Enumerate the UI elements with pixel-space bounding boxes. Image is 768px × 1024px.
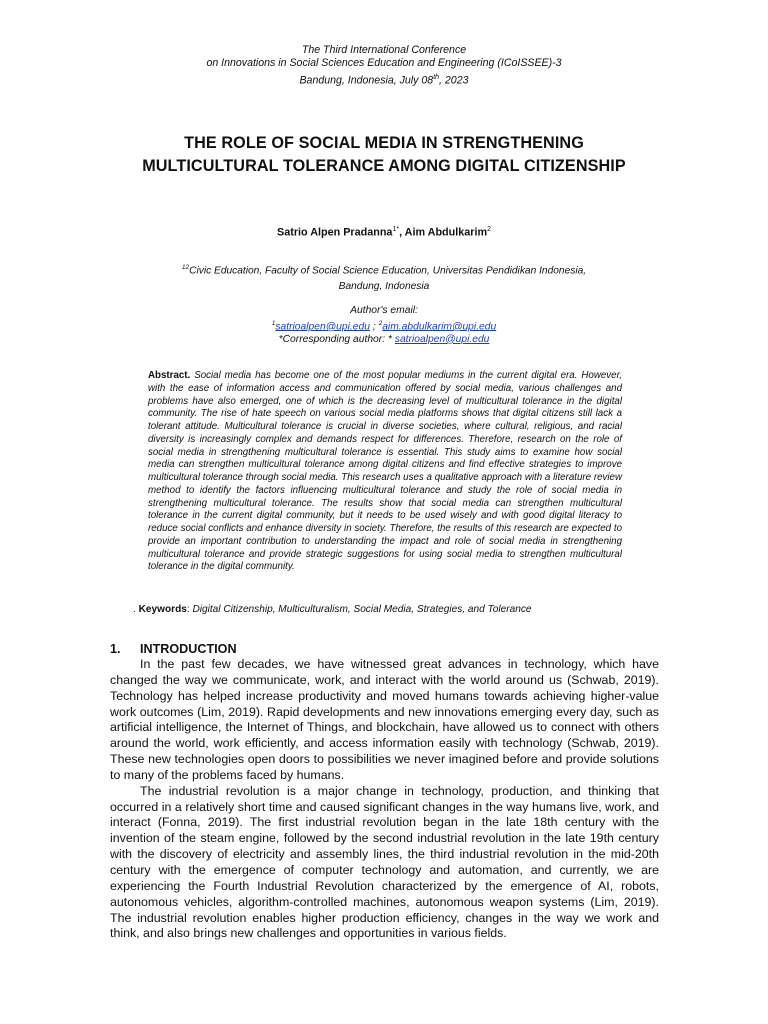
affiliation-text: Civic Education, Faculty of Social Science Education, Universitas Pendidikan Indonesia, bbox=[189, 265, 587, 277]
paragraph: In the past few decades, we have witnessed great advances in technology, which have changed the way we communicate, work, and interact with the world around us (Schwab, 2019). Technology has helped increase productivity and moved humans towards achieving higher-value work outcomes (Lim, 2019). Rapid developments and new innovations emerging every day, such as artificial intelligence, the Internet of Things, and blockchain, have allowed us to connect with others around the world, work efficiently, and access information easily with technology (Schwab, 2019). These new technologies open doors to possibilities we never imagined before and provide solutions to many of the problems faced by humans. bbox=[110, 657, 659, 782]
conference-date: Bandung, Indonesia, July 08 bbox=[299, 74, 434, 87]
keywords bbox=[133, 604, 653, 615]
author-1-sup: 1* bbox=[392, 226, 400, 233]
corresponding-line bbox=[0, 334, 768, 347]
author-2: Aim Abdulkarim bbox=[404, 226, 488, 239]
title-line-1: THE ROLE OF SOCIAL MEDIA IN STRENGTHENING bbox=[184, 134, 584, 152]
email-line bbox=[0, 318, 768, 334]
affiliation-line-1 bbox=[100, 260, 668, 279]
email-1-link[interactable]: satrioalpen@upi.edu bbox=[275, 321, 370, 333]
paper-title bbox=[60, 132, 708, 178]
affiliation bbox=[100, 260, 668, 294]
paragraph: The industrial revolution is a major change in technology, production, and thinking that occurred in a relatively short time and caused significant changes in the way humans live, work, and interact (Fonna, 2019). The first industrial revolution began in the late 18th century with the invention of the steam engine, followed by the second industrial revolution in the late 19th century with the discovery of electricity and assembly lines, the third industrial revolution in the mid-20th century with the emergence of computer technology and automation, and currently, we are experiencing the Fourth Industrial Revolution characterized by the emergence of AI, robots, autonomous vehicles, algorithm-controlled machines, autonomous weapon systems (Lim, 2019). The industrial revolution enables higher production efficiency, changes in the way we work and think, and also brings new challenges and opportunities in various fields. bbox=[110, 783, 659, 941]
section-number: 1. bbox=[110, 642, 121, 656]
keywords-label: Keywords bbox=[138, 604, 187, 615]
body-text bbox=[110, 657, 659, 942]
title-line-2: MULTICULTURAL TOLERANCE AMONG DIGITAL CITIZENSHIP bbox=[142, 157, 626, 175]
email-1-sup: 1 bbox=[271, 319, 276, 327]
abstract-label: Abstract. bbox=[148, 370, 191, 381]
conference-year: , 2023 bbox=[439, 74, 469, 87]
email-2-link[interactable]: aim.abdulkarim@upi.edu bbox=[382, 321, 497, 333]
conference-line-3 bbox=[0, 71, 768, 88]
conference-header bbox=[0, 44, 768, 87]
author-separator: , bbox=[399, 226, 405, 239]
keywords-colon: : bbox=[186, 604, 193, 615]
author-2-sup: 2 bbox=[487, 226, 491, 233]
affiliation-line-2: Bandung, Indonesia bbox=[338, 280, 430, 292]
section-title: INTRODUCTION bbox=[140, 642, 237, 656]
affiliation-sup: 12 bbox=[181, 264, 190, 271]
author-1: Satrio Alpen Pradanna bbox=[277, 226, 393, 239]
corresponding-label: *Corresponding author: * bbox=[278, 333, 395, 345]
abstract-text: Social media has become one of the most popular mediums in the current digital era. However, with the ease of information access and communication offered by social media, various challenges and problems have also emerged, one of which is the decreasing level of multicultural tolerance in the digital community. The rise of hate speech on various social media platforms shows that digital citizens still lack a tolerant attitude. Multicultural tolerance is crucial in diverse societies, where cultural, religious, and racial diversity is increasingly complex and demands respect for differences. Therefore, research on the role of social media in strengthening multicultural tolerance is essential. This study aims to examine how social media can strengthen multicultural tolerance among digital citizens and find effective strategies to improve multicultural tolerance through social media. This research uses a qualitative approach with a literature review method to identify the factors influencing multicultural tolerance and study the role of social media in strengthening multicultural tolerance. The results show that social media can strengthen multicultural tolerance in the current digital community, but it needs to be used wisely and with good digital literacy to reduce social conflicts and enhance diversity in society. Therefore, the results of this research are expected to provide an important contribution to understanding the impact and role of social media in strengthening multicultural tolerance and provide strategic suggestions for using social media to strengthen multicultural tolerance in the digital community. bbox=[148, 370, 622, 573]
corresponding-email-link[interactable]: satrioalpen@upi.edu bbox=[394, 333, 490, 345]
section-heading bbox=[110, 642, 237, 656]
conference-line-1: The Third International Conference bbox=[301, 44, 467, 56]
email-2-sup: 2 bbox=[378, 319, 383, 327]
conference-line-2: on Innovations in Social Sciences Education and Engineering (ICoISSEE)-3 bbox=[206, 57, 562, 70]
email-separator: ; bbox=[369, 321, 379, 333]
abstract bbox=[148, 370, 622, 574]
author-list bbox=[0, 226, 768, 239]
keywords-text: Digital Citizenship, Multiculturalism, Social Media, Strategies, and Tolerance bbox=[192, 604, 532, 615]
conference-date-sup: th bbox=[433, 73, 440, 81]
email-label: Author's email: bbox=[350, 305, 418, 316]
keywords-prefix: . bbox=[133, 604, 139, 615]
email-block bbox=[0, 305, 768, 346]
